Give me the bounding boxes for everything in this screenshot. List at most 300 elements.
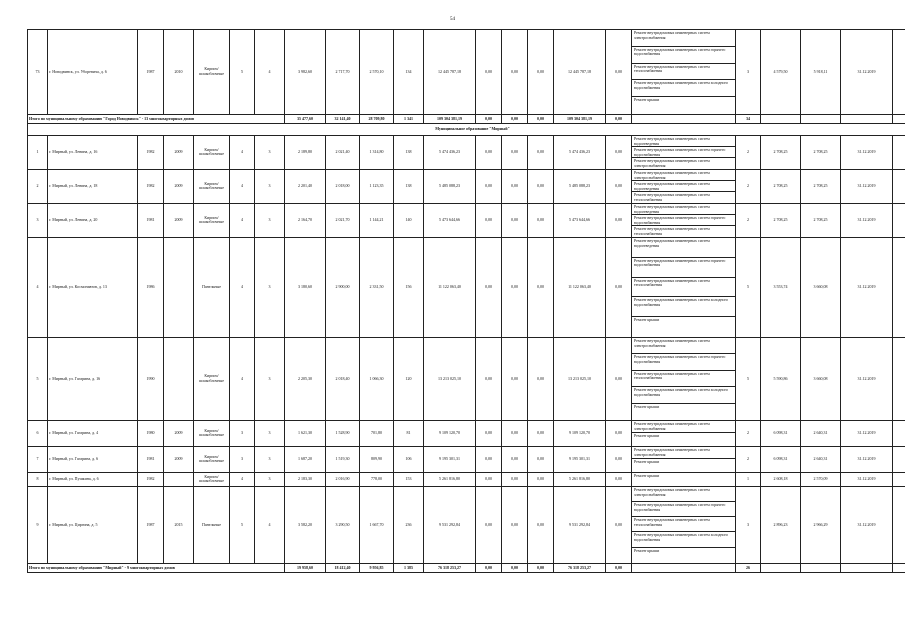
- fund-owners-cell: 12 445 787,18: [554, 30, 606, 115]
- floors-cell: 5: [230, 30, 255, 115]
- floors-cell: 4: [230, 169, 255, 203]
- deadline-cell: 31.12.2019: [841, 446, 893, 472]
- works-cell: [632, 30, 736, 115]
- category-cell: 3: [736, 30, 761, 115]
- wall-material-cell: Кирпич/ шлакоблочные: [194, 135, 230, 169]
- fund-local-cell: 0,00: [528, 30, 554, 115]
- entrances-cell: 3: [255, 420, 285, 446]
- work-item: Ремонт внутридомовых инженерных систем водоотведения: [632, 238, 735, 258]
- category-cell: 2: [736, 446, 761, 472]
- table-row: [28, 169, 905, 203]
- work-item: Ремонт внутридомовых инженерных систем электроснабжения: [632, 30, 735, 47]
- fund-other-cell: 0,00: [606, 237, 632, 337]
- year-built-cell: 1987: [138, 486, 164, 563]
- address-cell: г. Мирный, ул. Пушкина, д. 6: [48, 472, 138, 486]
- address-cell: г. Мирный, ул. Гагарина, д. 4: [48, 420, 138, 446]
- subtotal-fund-other: 0,00: [606, 563, 632, 572]
- year-overhaul-cell: 2009: [164, 203, 194, 237]
- cost-total-cell: 9 531 292,84: [424, 486, 476, 563]
- area-residential-cell: 2 021,40: [326, 135, 360, 169]
- wall-material-cell: Кирпич/ шлакоблочные: [194, 203, 230, 237]
- fund-federal-cell: 0,00: [476, 472, 502, 486]
- fund-owners-cell: 11 122 063,40: [554, 237, 606, 337]
- address-cell: г. Мирный, ул. Космонавтов, д. 13: [48, 237, 138, 337]
- cost-total-cell: 9 195 301,31: [424, 446, 476, 472]
- fund-regional-cell: 0,00: [502, 486, 528, 563]
- work-item: Ремонт внутридомовых инженерных систем водоотведения: [632, 136, 735, 147]
- work-item: Ремонт крыши: [634, 403, 660, 409]
- residents-cell: 140: [394, 203, 424, 237]
- fund-owners-cell: 5 261 816,80: [554, 472, 606, 486]
- subtotal-fund-other: 0,00: [606, 114, 632, 123]
- fund-local-cell: 0,00: [528, 337, 554, 420]
- year-built-cell: 1980: [138, 420, 164, 446]
- residents-cell: 138: [394, 169, 424, 203]
- fund-owners-cell: 9 109 120,70: [554, 420, 606, 446]
- empty-cell: [893, 472, 905, 486]
- floors-cell: 5: [230, 486, 255, 563]
- work-item: Ремонт внутридомовых инженерных систем теплоснабжения: [634, 191, 710, 202]
- limit-cost-cell: 2 708,25: [801, 169, 841, 203]
- entrances-cell: 4: [255, 486, 285, 563]
- year-built-cell: 1981: [138, 203, 164, 237]
- empty-cell: [893, 203, 905, 237]
- fund-federal-cell: 0,00: [476, 135, 502, 169]
- limit-cost-cell: 3 660,08: [801, 237, 841, 337]
- work-item: Ремонт внутридомовых инженерных систем холодного водоснабжения: [632, 297, 735, 317]
- unit-cost-cell: 4 579,50: [761, 30, 801, 115]
- work-item: Ремонт внутридомовых инженерных систем электроснабжения: [632, 447, 735, 460]
- row-number: 1: [28, 135, 48, 169]
- area-owned-cell: 2 570,10: [360, 30, 394, 115]
- cost-total-cell: 5 473 644,66: [424, 203, 476, 237]
- category-cell: 3: [736, 486, 761, 563]
- works-cell: [632, 169, 736, 203]
- wall-material-cell: Кирпич/ шлакоблочные: [194, 446, 230, 472]
- row-number: 73: [28, 30, 48, 115]
- fund-federal-cell: 0,00: [476, 446, 502, 472]
- fund-regional-cell: 0,00: [502, 169, 528, 203]
- fund-federal-cell: 0,00: [476, 420, 502, 446]
- wall-material-cell: Кирпич/ шлакоблочные: [194, 472, 230, 486]
- fund-federal-cell: 0,00: [476, 169, 502, 203]
- category-cell: 1: [736, 472, 761, 486]
- year-overhaul-cell: 2009: [164, 169, 194, 203]
- cost-total-cell: 11 122 063,40: [424, 237, 476, 337]
- empty-cell: [761, 114, 801, 123]
- subtotal-fund-owners: 76 318 253,27: [554, 563, 606, 572]
- floors-cell: 3: [230, 420, 255, 446]
- cost-total-cell: 5 474 436,23: [424, 135, 476, 169]
- fund-federal-cell: 0,00: [476, 237, 502, 337]
- year-built-cell: 1987: [138, 30, 164, 115]
- table-row: [28, 237, 905, 337]
- fund-owners-cell: 5 473 644,66: [554, 203, 606, 237]
- wall-material-cell: Кирпич/ шлакоблочные: [194, 30, 230, 115]
- table-row: [28, 203, 905, 237]
- unit-cost-cell: 2 896,23: [761, 486, 801, 563]
- work-item: Ремонт крыши: [634, 459, 660, 465]
- residents-cell: 138: [394, 135, 424, 169]
- fund-other-cell: 0,00: [606, 337, 632, 420]
- address-cell: г. Мирный, ул. Гагарина, д. 6: [48, 446, 138, 472]
- fund-other-cell: 0,00: [606, 486, 632, 563]
- fund-local-cell: 0,00: [528, 486, 554, 563]
- address-cell: г. Мирный, ул. Ленина, д. 18: [48, 169, 138, 203]
- address-cell: г. Новодвинск, ул. Уборевича, д. 6: [48, 30, 138, 115]
- fund-regional-cell: 0,00: [502, 135, 528, 169]
- area-total-cell: 3 982,60: [285, 30, 326, 115]
- subtotal-label: Итого по муниципальному образованию "Мирный" - 9 многоквартирных домов: [28, 563, 285, 572]
- empty-cell: [632, 114, 736, 123]
- deadline-cell: 31.12.2019: [841, 30, 893, 115]
- table-body: [28, 30, 905, 573]
- wall-material-cell: Панельные: [194, 237, 230, 337]
- fund-local-cell: 0,00: [528, 237, 554, 337]
- works-cell: [632, 135, 736, 169]
- category-cell: 5: [736, 337, 761, 420]
- residents-cell: 156: [394, 237, 424, 337]
- limit-cost-cell: 2 708,25: [801, 203, 841, 237]
- address-cell: г. Мирный, ул. Гагарина, д. 16: [48, 337, 138, 420]
- floors-cell: 3: [230, 446, 255, 472]
- work-item: Ремонт внутридомовых инженерных систем теплоснабжения: [632, 371, 735, 387]
- fund-local-cell: 0,00: [528, 169, 554, 203]
- deadline-cell: 31.12.2019: [841, 237, 893, 337]
- fund-federal-cell: 0,00: [476, 30, 502, 115]
- category-cell: 2: [736, 169, 761, 203]
- empty-cell: [893, 563, 905, 572]
- year-built-cell: 1990: [138, 337, 164, 420]
- residents-cell: 236: [394, 486, 424, 563]
- work-item: Ремонт внутридомовых инженерных систем водоотведения: [632, 181, 735, 192]
- area-residential-cell: 1 528,90: [326, 420, 360, 446]
- fund-local-cell: 0,00: [528, 135, 554, 169]
- residents-cell: 81: [394, 420, 424, 446]
- works-cell: [632, 337, 736, 420]
- area-residential-cell: 2 021,70: [326, 203, 360, 237]
- deadline-cell: 31.12.2019: [841, 486, 893, 563]
- entrances-cell: 3: [255, 203, 285, 237]
- subtotal-area-total: 19 958,60: [285, 563, 326, 572]
- works-cell: [632, 203, 736, 237]
- subtotal-fund-federal: 0,00: [476, 114, 502, 123]
- address-cell: г. Мирный, ул. Циргина, д. 5: [48, 486, 138, 563]
- subtotal-fund-regional: 0,00: [502, 114, 528, 123]
- fund-federal-cell: 0,00: [476, 203, 502, 237]
- subtotal-fund-local: 0,00: [528, 114, 554, 123]
- page-number: 54: [450, 17, 455, 22]
- unit-cost-cell: 2 708,25: [761, 135, 801, 169]
- category-cell: 2: [736, 135, 761, 169]
- year-overhaul-cell: [164, 237, 194, 337]
- entrances-cell: 3: [255, 237, 285, 337]
- year-built-cell: 1982: [138, 135, 164, 169]
- fund-regional-cell: 0,00: [502, 420, 528, 446]
- area-owned-cell: 701,80: [360, 420, 394, 446]
- subtotal-row: [28, 114, 905, 123]
- subtotal-fund-owners: 109 304 381,19: [554, 114, 606, 123]
- works-cell: [632, 420, 736, 446]
- subtotal-count: 34: [736, 114, 761, 123]
- area-owned-cell: 1 144,21: [360, 203, 394, 237]
- residents-cell: 153: [394, 472, 424, 486]
- work-item: Ремонт внутридомовых инженерных систем водоотведения: [632, 204, 735, 215]
- fund-regional-cell: 0,00: [502, 337, 528, 420]
- empty-cell: [893, 486, 905, 563]
- municipality-heading: Муниципальное образование "Мирный": [28, 123, 905, 135]
- wall-material-cell: Кирпич/ шлакоблочные: [194, 169, 230, 203]
- year-overhaul-cell: 2009: [164, 420, 194, 446]
- area-total-cell: 2 205,30: [285, 337, 326, 420]
- subtotal-cost-total: 76 318 253,27: [424, 563, 476, 572]
- entrances-cell: 3: [255, 169, 285, 203]
- row-number: 3: [28, 203, 48, 237]
- works-cell: [632, 237, 736, 337]
- wall-material-cell: Кирпич/ шлакоблочные: [194, 337, 230, 420]
- area-total-cell: 2 189,80: [285, 135, 326, 169]
- fund-other-cell: 0,00: [606, 420, 632, 446]
- area-total-cell: 1 687,20: [285, 446, 326, 472]
- fund-owners-cell: 5 474 436,23: [554, 135, 606, 169]
- area-residential-cell: 2 717,70: [326, 30, 360, 115]
- work-item: Ремонт внутридомовых инженерных систем горячего водоснабжения: [632, 147, 735, 158]
- floors-cell: 4: [230, 237, 255, 337]
- address-cell: г. Мирный, ул. Ленина, д. 16: [48, 135, 138, 169]
- year-built-cell: 1986: [138, 237, 164, 337]
- fund-local-cell: 0,00: [528, 446, 554, 472]
- unit-cost-cell: 3 553,74: [761, 237, 801, 337]
- table-row: [28, 135, 905, 169]
- year-overhaul-cell: 2015: [164, 486, 194, 563]
- area-residential-cell: 2 016,90: [326, 472, 360, 486]
- limit-cost-cell: 2 640,31: [801, 446, 841, 472]
- limit-cost-cell: 2 570,09: [801, 472, 841, 486]
- year-built-cell: 1981: [138, 446, 164, 472]
- area-owned-cell: 2 331,50: [360, 237, 394, 337]
- empty-cell: [893, 30, 905, 115]
- fund-federal-cell: 0,00: [476, 337, 502, 420]
- unit-cost-cell: 2 708,25: [761, 203, 801, 237]
- subtotal-fund-federal: 0,00: [476, 563, 502, 572]
- year-built-cell: 1982: [138, 169, 164, 203]
- residents-cell: 106: [394, 446, 424, 472]
- area-owned-cell: 1 314,80: [360, 135, 394, 169]
- fund-owners-cell: 5 485 088,23: [554, 169, 606, 203]
- area-total-cell: 2 201,40: [285, 169, 326, 203]
- fund-other-cell: 0,00: [606, 30, 632, 115]
- deadline-cell: 31.12.2019: [841, 135, 893, 169]
- entrances-cell: 3: [255, 472, 285, 486]
- area-total-cell: 1 621,30: [285, 420, 326, 446]
- empty-cell: [761, 563, 801, 572]
- fund-local-cell: 0,00: [528, 472, 554, 486]
- subtotal-area-own: 9 956,85: [360, 563, 394, 572]
- work-item: Ремонт внутридомовых инженерных систем теплоснабжения: [632, 278, 735, 298]
- floors-cell: 4: [230, 135, 255, 169]
- area-total-cell: 3 180,60: [285, 237, 326, 337]
- cost-total-cell: 12 445 787,18: [424, 30, 476, 115]
- deadline-cell: 31.12.2019: [841, 203, 893, 237]
- cost-total-cell: 5 261 816,80: [424, 472, 476, 486]
- work-item: Ремонт внутридомовых инженерных систем электроснабжения: [632, 487, 735, 502]
- subtotal-area-owned: 28 709,80: [360, 114, 394, 123]
- floors-cell: 4: [230, 472, 255, 486]
- area-residential-cell: 2 018,00: [326, 169, 360, 203]
- empty-cell: [801, 563, 841, 572]
- unit-cost-cell: 2 608,18: [761, 472, 801, 486]
- fund-regional-cell: 0,00: [502, 446, 528, 472]
- floors-cell: 4: [230, 203, 255, 237]
- table-row: [28, 486, 905, 563]
- work-item: Ремонт внутридомовых инженерных систем электроснабжения: [632, 338, 735, 354]
- fund-regional-cell: 0,00: [502, 203, 528, 237]
- limit-cost-cell: 2 708,25: [801, 135, 841, 169]
- unit-cost-cell: 5 590,86: [761, 337, 801, 420]
- deadline-cell: 31.12.2019: [841, 337, 893, 420]
- area-total-cell: 2 164,70: [285, 203, 326, 237]
- work-item: Ремонт внутридомовых инженерных систем теплоснабжения: [632, 64, 735, 81]
- work-item: Ремонт крыши: [634, 472, 660, 478]
- subtotal-fund-local: 0,00: [528, 563, 554, 572]
- area-owned-cell: 1 667,70: [360, 486, 394, 563]
- row-number: 9: [28, 486, 48, 563]
- category-cell: 5: [736, 237, 761, 337]
- subtotal-area-residential: 32 141,40: [326, 114, 360, 123]
- category-cell: 2: [736, 203, 761, 237]
- empty-cell: [841, 114, 893, 123]
- work-item: Ремонт внутридомовых инженерных систем холодного водоснабжения: [632, 80, 735, 97]
- area-residential-cell: 3 290,50: [326, 486, 360, 563]
- row-number: 4: [28, 237, 48, 337]
- entrances-cell: 3: [255, 135, 285, 169]
- row-number: 7: [28, 446, 48, 472]
- year-built-cell: 1982: [138, 472, 164, 486]
- year-overhaul-cell: [164, 472, 194, 486]
- empty-cell: [893, 135, 905, 169]
- subtotal-residents: 1 341: [394, 114, 424, 123]
- fund-owners-cell: 9 531 292,84: [554, 486, 606, 563]
- works-cell: [632, 472, 736, 486]
- subtotal-area-total: 35 477,60: [285, 114, 326, 123]
- cost-total-cell: 9 109 120,70: [424, 420, 476, 446]
- fund-owners-cell: 13 213 025,10: [554, 337, 606, 420]
- work-item: Ремонт внутридомовых инженерных систем теплоснабжения: [634, 225, 710, 236]
- empty-cell: [632, 563, 736, 572]
- empty-cell: [893, 420, 905, 446]
- area-owned-cell: 1 123,35: [360, 169, 394, 203]
- fund-other-cell: 0,00: [606, 135, 632, 169]
- area-residential-cell: 2 018,40: [326, 337, 360, 420]
- subtotal-count: 26: [736, 563, 761, 572]
- residents-cell: 120: [394, 337, 424, 420]
- work-item: Ремонт крыши: [634, 433, 660, 439]
- address-cell: г. Мирный, ул. Ленина, д. 20: [48, 203, 138, 237]
- work-item: Ремонт внутридомовых инженерных систем холодного водоснабжения: [632, 387, 735, 403]
- overhaul-table: [27, 29, 905, 573]
- unit-cost-cell: 6 098,31: [761, 420, 801, 446]
- deadline-cell: 31.12.2019: [841, 169, 893, 203]
- limit-cost-cell: 2 966,29: [801, 486, 841, 563]
- subtotal-area-res: 18 412,40: [326, 563, 360, 572]
- fund-federal-cell: 0,00: [476, 486, 502, 563]
- table-row: [28, 446, 905, 472]
- subtotal-label: Итого по муниципальному образованию "Город Новодвинск" - 13 многоквартирных домов: [28, 114, 285, 123]
- subtotal-cost-total: 109 304 381,19: [424, 114, 476, 123]
- fund-regional-cell: 0,00: [502, 237, 528, 337]
- empty-cell: [893, 169, 905, 203]
- area-total-cell: 3 582,20: [285, 486, 326, 563]
- unit-cost-cell: 6 098,31: [761, 446, 801, 472]
- row-number: 2: [28, 169, 48, 203]
- deadline-cell: 31.12.2019: [841, 420, 893, 446]
- empty-cell: [893, 446, 905, 472]
- works-cell: [632, 486, 736, 563]
- row-number: 8: [28, 472, 48, 486]
- work-item: Ремонт внутридомовых инженерных систем горячего водоснабжения: [632, 502, 735, 517]
- floors-cell: 4: [230, 337, 255, 420]
- work-item: Ремонт внутридомовых инженерных систем горячего водоснабжения: [632, 215, 735, 226]
- fund-owners-cell: 9 195 301,31: [554, 446, 606, 472]
- year-overhaul-cell: 2009: [164, 135, 194, 169]
- row-number: 5: [28, 337, 48, 420]
- fund-other-cell: 0,00: [606, 203, 632, 237]
- empty-cell: [893, 114, 905, 123]
- work-item: Ремонт крыши: [634, 317, 660, 323]
- area-residential-cell: 2 900,00: [326, 237, 360, 337]
- cost-total-cell: 5 485 088,23: [424, 169, 476, 203]
- work-item: Ремонт крыши: [634, 547, 660, 553]
- year-overhaul-cell: 2009: [164, 446, 194, 472]
- year-overhaul-cell: 2010: [164, 30, 194, 115]
- empty-cell: [893, 237, 905, 337]
- deadline-cell: 31.12.2019: [841, 472, 893, 486]
- subtotal-residents: 1 385: [394, 563, 424, 572]
- empty-cell: [893, 337, 905, 420]
- area-owned-cell: 809,90: [360, 446, 394, 472]
- table-row: [28, 30, 905, 115]
- fund-other-cell: 0,00: [606, 446, 632, 472]
- limit-cost-cell: 2 640,31: [801, 420, 841, 446]
- cost-total-cell: 13 213 025,10: [424, 337, 476, 420]
- area-residential-cell: 1 519,30: [326, 446, 360, 472]
- work-item: Ремонт внутридомовых инженерных систем электроснабжения: [634, 157, 710, 168]
- year-overhaul-cell: [164, 337, 194, 420]
- residents-cell: 134: [394, 30, 424, 115]
- work-item: Ремонт внутридомовых инженерных систем электроснабжения: [632, 421, 735, 434]
- wall-material-cell: Кирпич/ шлакоблочные: [194, 420, 230, 446]
- table-row: [28, 420, 905, 446]
- limit-cost-cell: 5 918,11: [801, 30, 841, 115]
- area-owned-cell: 778,00: [360, 472, 394, 486]
- work-item: Ремонт внутридомовых инженерных систем горячего водоснабжения: [632, 47, 735, 64]
- work-item: Ремонт крыши: [634, 97, 660, 103]
- unit-cost-cell: 2 708,25: [761, 169, 801, 203]
- area-owned-cell: 1 066,30: [360, 337, 394, 420]
- fund-other-cell: 0,00: [606, 169, 632, 203]
- fund-other-cell: 0,00: [606, 472, 632, 486]
- fund-regional-cell: 0,00: [502, 30, 528, 115]
- fund-local-cell: 0,00: [528, 420, 554, 446]
- wall-material-cell: Панельные: [194, 486, 230, 563]
- work-item: Ремонт внутридомовых инженерных систем теплоснабжения: [632, 517, 735, 532]
- work-item: Ремонт внутридомовых инженерных систем горячего водоснабжения: [632, 354, 735, 370]
- fund-local-cell: 0,00: [528, 203, 554, 237]
- municipality-row: [28, 123, 905, 135]
- work-item: Ремонт внутридомовых инженерных систем горячего водоснабжения: [632, 258, 735, 278]
- fund-regional-cell: 0,00: [502, 472, 528, 486]
- area-total-cell: 2 183,30: [285, 472, 326, 486]
